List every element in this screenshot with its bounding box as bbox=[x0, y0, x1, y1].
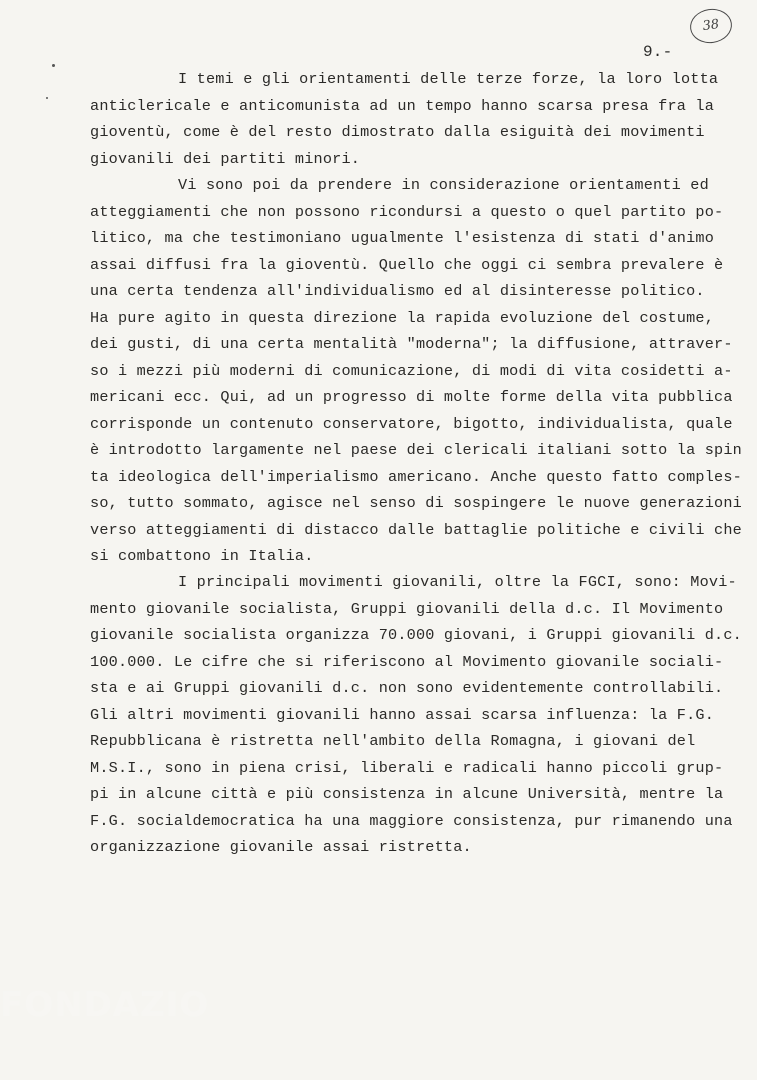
text-line: gioventù, come è del resto dimostrato dalla esiguità dei movimenti bbox=[90, 123, 705, 141]
text-line: mericani ecc. Qui, ad un progresso di molte forme della vita pubblica bbox=[90, 388, 733, 406]
text-line: ta ideologica dell'imperialismo americano. Anche questo fatto comples- bbox=[90, 468, 742, 486]
text-line: so, tutto sommato, agisce nel senso di sospingere le nuove generazioni bbox=[90, 494, 742, 512]
text-line: Repubblicana è ristretta nell'ambito della Romagna, i giovani del bbox=[90, 732, 696, 750]
text-line: assai diffusi fra la gioventù. Quello che oggi ci sembra prevalere è bbox=[90, 256, 724, 274]
text-line: dei gusti, di una certa mentalità "moderna"; la diffusione, attraver- bbox=[90, 335, 733, 353]
text-line: 100.000. Le cifre che si riferiscono al Movimento giovanile sociali- bbox=[90, 653, 724, 671]
text-line: I principali movimenti giovanili, oltre la FGCI, sono: Movi- bbox=[178, 573, 737, 591]
text-line: sta e ai Gruppi giovanili d.c. non sono evidentemente controllabili. bbox=[90, 679, 724, 697]
text-line: so i mezzi più moderni di comunicazione, di modi di vita cosidetti a- bbox=[90, 362, 733, 380]
paper-speck bbox=[52, 64, 55, 67]
text-line: I temi e gli orientamenti delle terze forze, la loro lotta bbox=[178, 70, 719, 88]
text-line: Ha pure agito in questa direzione la rapida evoluzione del costume, bbox=[90, 309, 715, 327]
text-line: Vi sono poi da prendere in considerazione orientamenti ed bbox=[178, 176, 709, 194]
text-line: M.S.I., sono in piena crisi, liberali e radicali hanno piccoli grup- bbox=[90, 759, 724, 777]
text-line: giovanile socialista organizza 70.000 giovani, i Gruppi giovanili d.c. bbox=[90, 626, 742, 644]
paper-speck bbox=[46, 97, 48, 99]
text-line: mento giovanile socialista, Gruppi giovanili della d.c. Il Movimento bbox=[90, 600, 724, 618]
archive-number-text: 38 bbox=[701, 16, 721, 35]
watermark: FONDAZIO bbox=[0, 985, 210, 1025]
text-line: atteggiamenti che non possono ricondursi a questo o quel partito po- bbox=[90, 203, 724, 221]
text-line: Gli altri movimenti giovanili hanno assai scarsa influenza: la F.G. bbox=[90, 706, 715, 724]
text-line: litico, ma che testimoniano ugualmente l'esistenza di stati d'animo bbox=[90, 229, 715, 247]
text-line: pi in alcune città e più consistenza in alcune Università, mentre la bbox=[90, 785, 724, 803]
text-line: una certa tendenza all'individualismo ed al disinteresse politico. bbox=[90, 282, 705, 300]
text-line: è introdotto largamente nel paese dei clericali italiani sotto la spin bbox=[90, 441, 742, 459]
text-line: anticlericale e anticomunista ad un tempo hanno scarsa presa fra la bbox=[90, 97, 715, 115]
text-line: corrisponde un contenuto conservatore, bigotto, individualista, quale bbox=[90, 415, 733, 433]
text-line: F.G. socialdemocratica ha una maggiore consistenza, pur rimanendo una bbox=[90, 812, 733, 830]
text-line: verso atteggiamenti di distacco dalle battaglie politiche e civili che bbox=[90, 521, 742, 539]
archive-number-stamp bbox=[688, 6, 734, 46]
text-line: organizzazione giovanile assai ristretta. bbox=[90, 838, 472, 856]
page-number: 9.- bbox=[643, 43, 673, 61]
text-line: giovanili dei partiti minori. bbox=[90, 150, 361, 168]
text-line: si combattono in Italia. bbox=[90, 547, 314, 565]
